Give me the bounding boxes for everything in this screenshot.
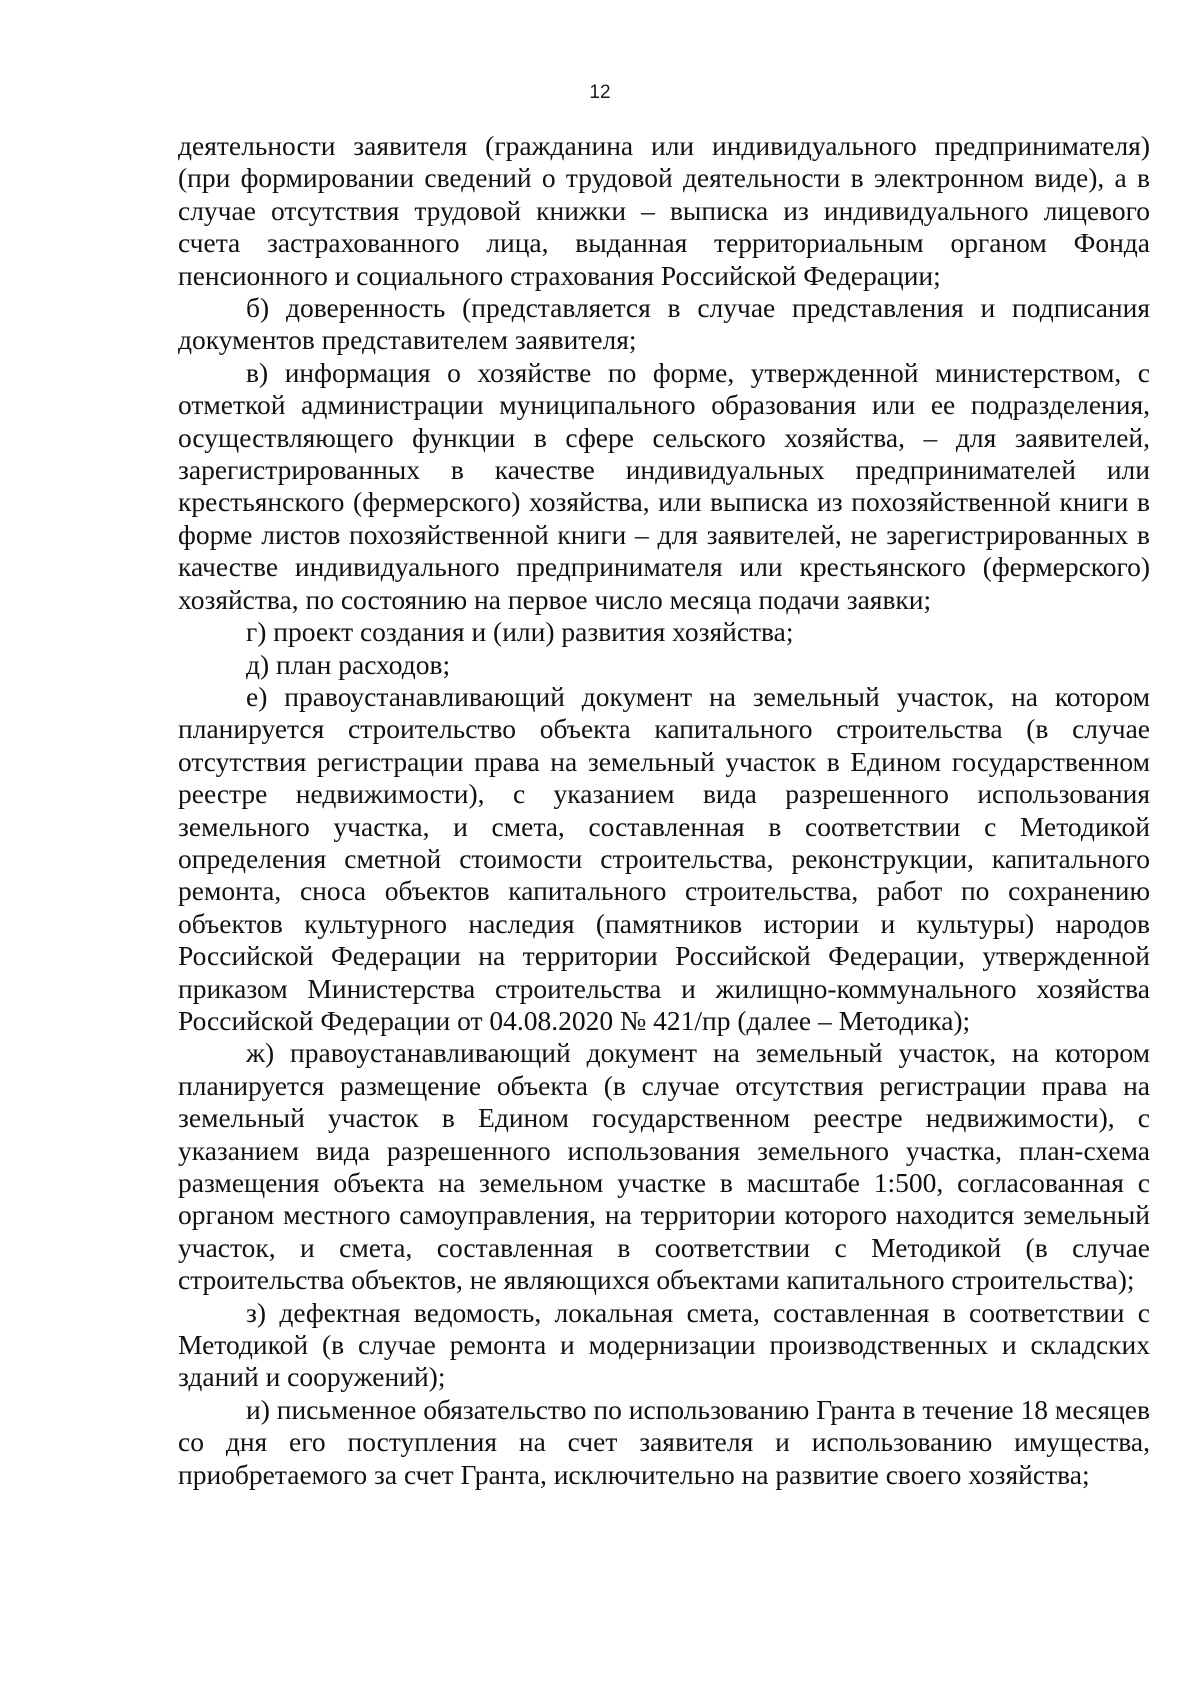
paragraph-item-z: з) дефектная ведомость, локальная смета, составленная в соответствии с Методикой (в случае ремонта и модернизации производственных и складских зданий и сооружений); [178, 1296, 1150, 1393]
paragraph-item-g: г) проект создания и (или) развития хозяйства; [246, 616, 794, 648]
page-number: 12 [589, 82, 611, 103]
paragraph-item-b: б) доверенность (представляется в случае представления и подписания документов представителем заявителя; [178, 292, 1150, 356]
paragraph-item-v: в) информация о хозяйстве по форме, утвержденной министерством, с отметкой администрации муниципального образования или ее подразделения, осуществляющего функции в сфере сельского хозяйства, – для заявителей, зарегистрированных в качестве индивидуальных предпринимателей или крестьянского (фермерского) хозяйства, или выписка из похозяйственной книги в форме листов похозяйственной книги – для заявителей, не зарегистрированных в качестве индивидуального предпринимателя или крестьянского (фермерского) хозяйства, по состоянию на первое число месяца подачи заявки; [178, 356, 1150, 615]
paragraph-continuation: деятельности заявителя (гражданина или индивидуального предпринимателя) (при формировании сведений о трудовой деятельности в электронном виде), а в случае отсутствия трудовой книжки – выписка из индивидуального лицевого счета застрахованного лица, выданная территориальным органом Фонда пенсионного и социального страхования Российской Федерации; [178, 130, 1150, 291]
paragraph-item-zh: ж) правоустанавливающий документ на земельный участок, на котором планируется размещение объекта (в случае отсутствия регистрации права на земельный участок в Едином государственном реестре недвижимости), с указанием вида разрешенного использования земельного участка, план-схема размещения объекта на земельном участке в масштабе 1:500, согласованная с органом местного самоуправления, на территории которого находится земельный участок, и смета, составленная в соответствии с Методикой (в случае строительства объектов, не являющихся объектами капитального строительства); [178, 1037, 1150, 1296]
paragraph-item-i: и) письменное обязательство по использованию Гранта в течение 18 месяцев со дня его поступления на счет заявителя и использованию имущества, приобретаемого за счет Гранта, исключительно на развитие своего хозяйства; [178, 1393, 1150, 1490]
paragraph-item-e: е) правоустанавливающий документ на земельный участок, на котором планируется строительство объекта капитального строительства (в случае отсутствия регистрации права на земельный участок в Едином государственном реестре недвижимости), с указанием вида разрешенного использования земельного участка, и смета, составленная в соответствии с Методикой определения сметной стоимости строительства, реконструкции, капитального ремонта, сноса объектов капитального строительства, работ по сохранению объектов культурного наследия (памятников истории и культуры) народов Российской Федерации на территории Российской Федерации, утвержденной приказом Министерства строительства и жилищно-коммунального хозяйства Российской Федерации от 04.08.2020 № 421/пр (далее – Методика); [178, 680, 1150, 1036]
paragraph-item-d: д) план расходов; [246, 648, 451, 680]
document-body [178, 130, 1150, 1491]
